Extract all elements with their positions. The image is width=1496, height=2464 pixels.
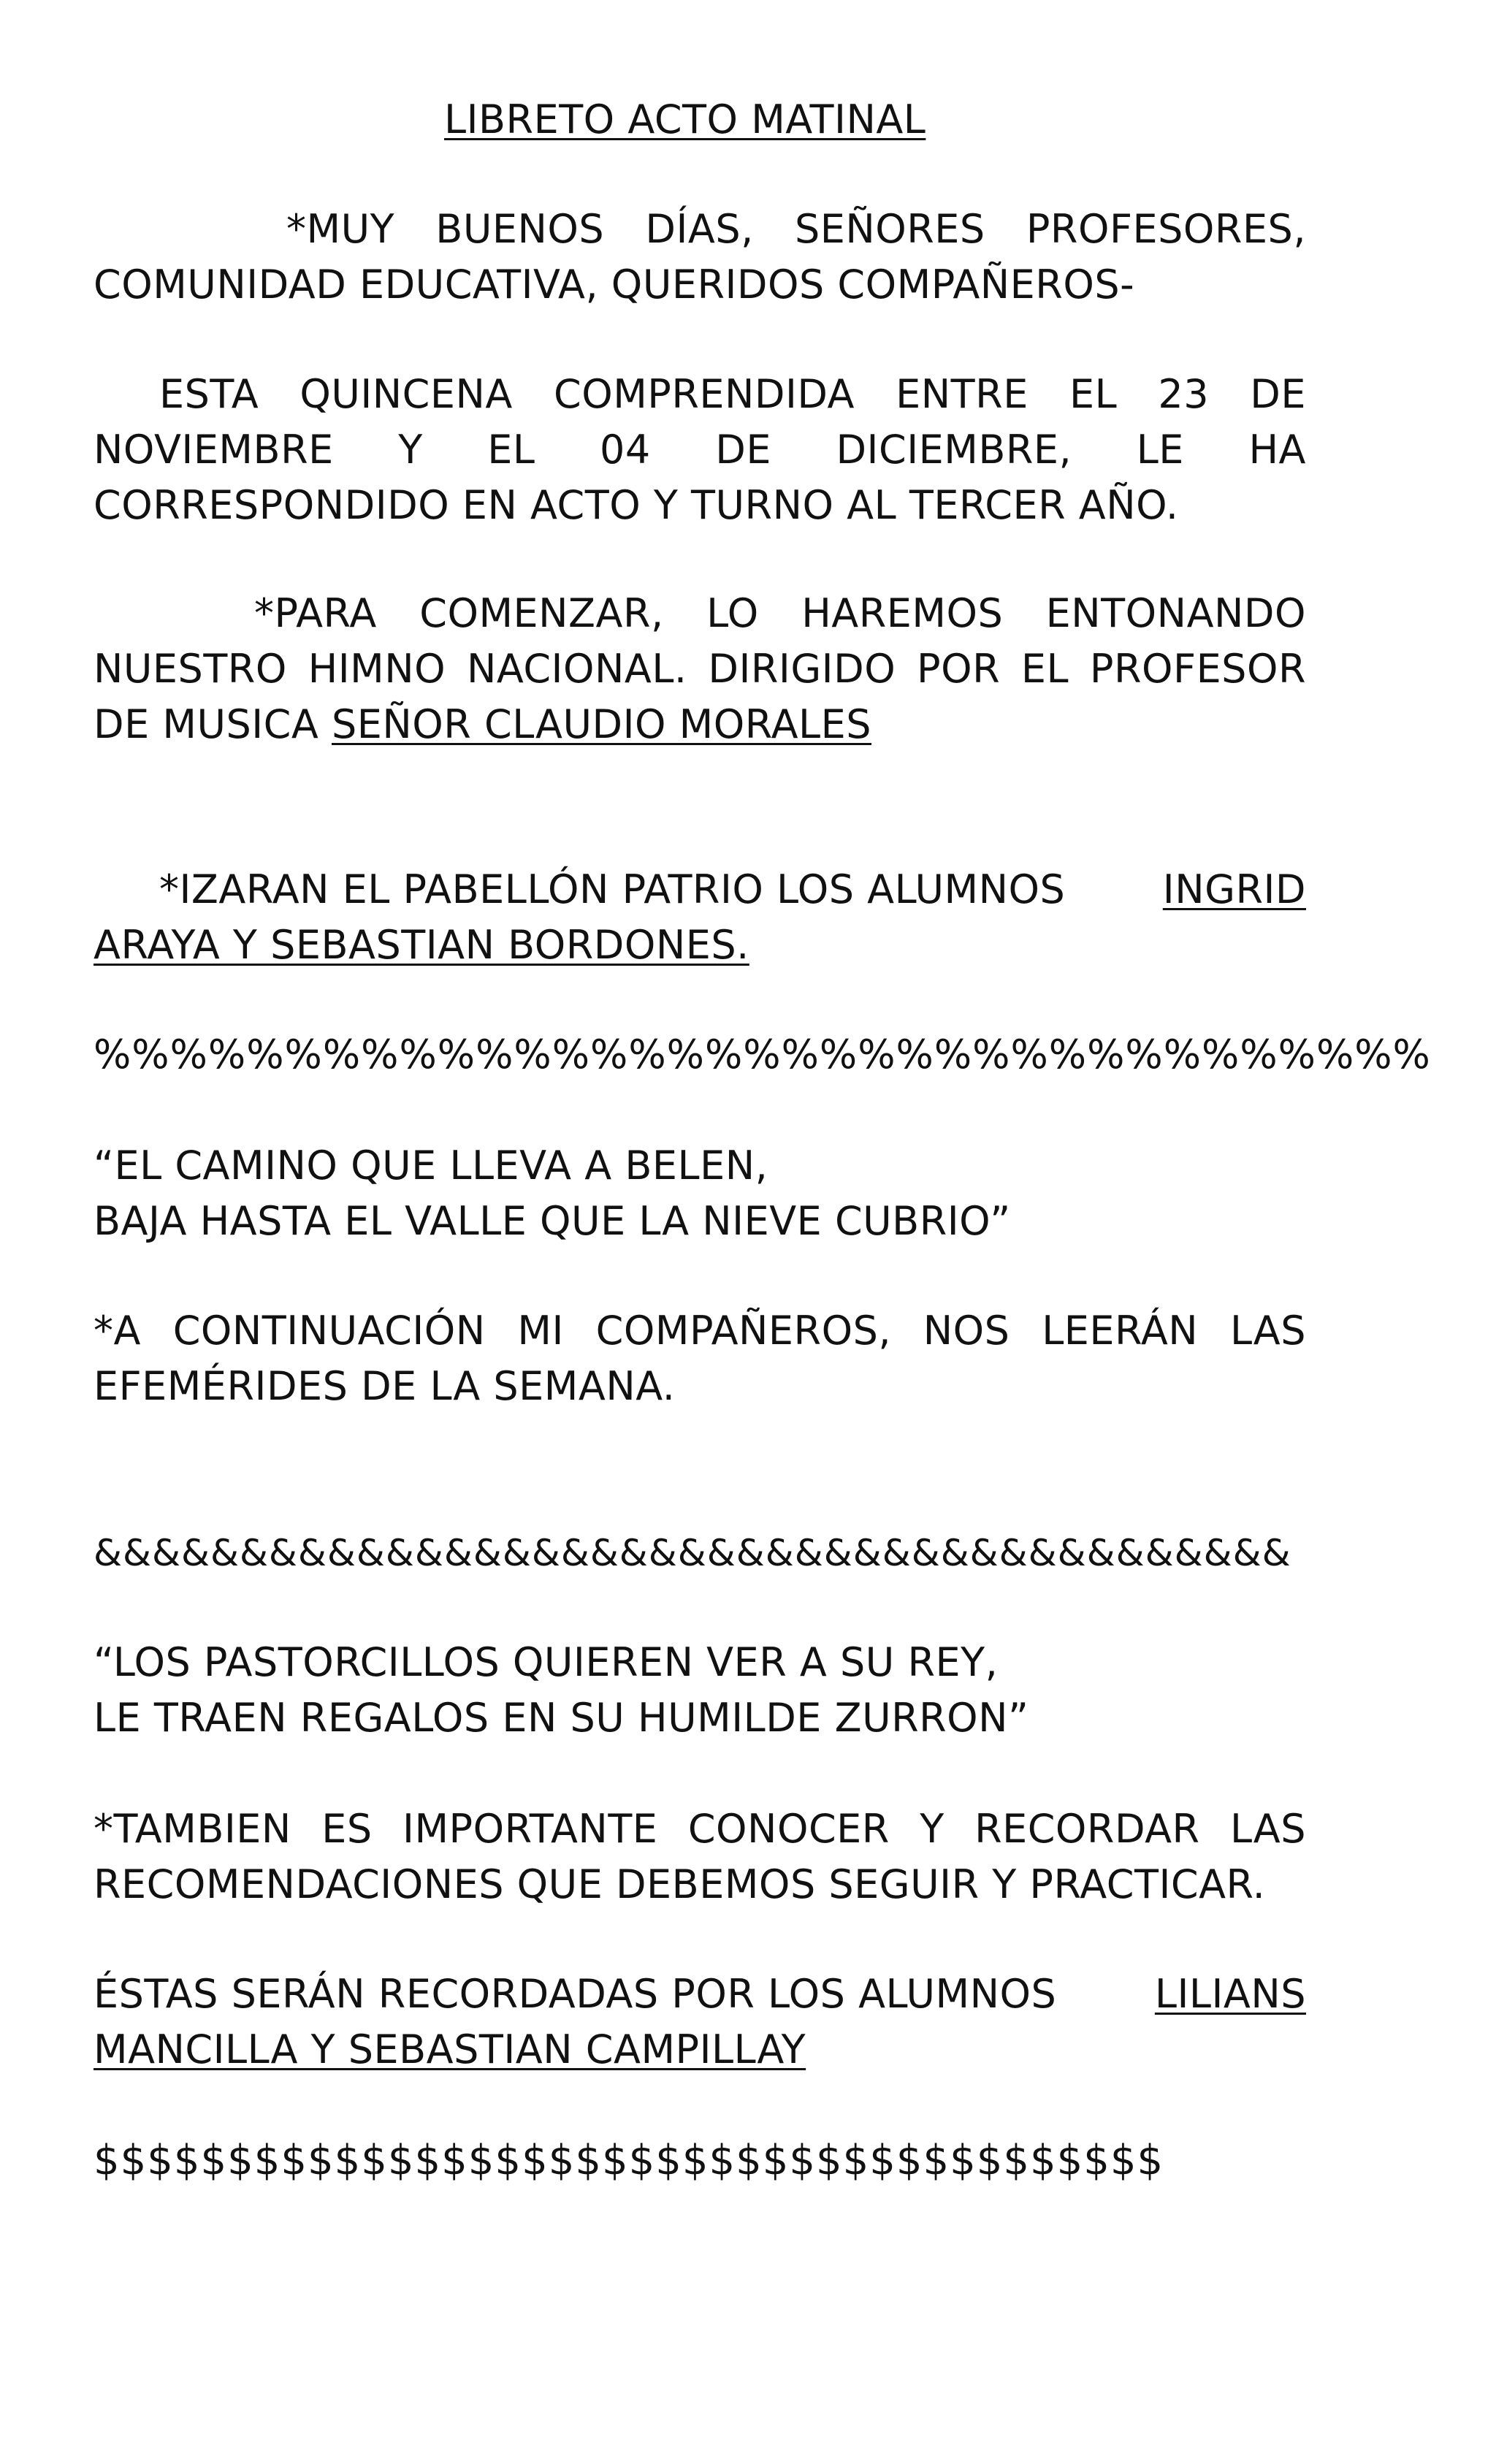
- reminders-line-1-prefix: ÉSTAS SERÁN RECORDADAS POR LOS ALUMNOS: [94, 1971, 1057, 2017]
- ephemerides-line-2: EFEMÉRIDES DE LA SEMANA.: [94, 1363, 676, 1409]
- separator-percent: %%%%%%%%%%%%%%%%%%%%%%%%%%%%%%%%%%%: [94, 1031, 1431, 1077]
- flag-line-1-prefix: *IZARAN EL PABELLÓN PATRIO LOS ALUMNOS: [159, 866, 1066, 912]
- recommendations-line-2: RECOMENDACIONES QUE DEBEMOS SEGUIR Y PRACTICAR.: [94, 1861, 1266, 1907]
- separator-ampersand: &&&&&&&&&&&&&&&&&&&&&&&&&&&&&&&&&&&&&&&&&: [94, 1532, 1291, 1574]
- anthem-line-2: NUESTRO HIMNO NACIONAL. DIRIGIDO POR EL PROFESOR: [94, 646, 1306, 692]
- greeting-line-1: *MUY BUENOS DÍAS, SEÑORES PROFESORES,: [286, 206, 1306, 252]
- music-director-name: SEÑOR CLAUDIO MORALES: [332, 701, 872, 747]
- recommendations-line-1: *TAMBIEN ES IMPORTANTE CONOCER Y RECORDAR LAS: [94, 1806, 1306, 1852]
- verse-1-line-1: “EL CAMINO QUE LLEVA A BELEN,: [94, 1143, 768, 1189]
- intro-line-2: NOVIEMBRE Y EL 04 DE DICIEMBRE, LE HA: [94, 427, 1306, 473]
- anthem-line-1: *PARA COMENZAR, LO HAREMOS ENTONANDO: [254, 590, 1306, 636]
- reminders-line-2: MANCILLA Y SEBASTIAN CAMPILLAY: [94, 2026, 806, 2072]
- verse-1-line-2: BAJA HASTA EL VALLE QUE LA NIEVE CUBRIO”: [94, 1198, 1011, 1244]
- ephemerides-line-1: *A CONTINUACIÓN MI COMPAÑEROS, NOS LEERÁN LAS: [94, 1308, 1306, 1354]
- greeting-line-2: COMUNIDAD EDUCATIVA, QUERIDOS COMPAÑEROS-: [94, 262, 1135, 308]
- flag-line-2: ARAYA Y SEBASTIAN BORDONES.: [94, 922, 749, 968]
- separator-dollar: $$$$$$$$$$$$$$$$$$$$$$$$$$$$$$$$$$$$$$$$: [94, 2137, 1164, 2184]
- anthem-line-3-prefix: DE MUSICA: [94, 701, 319, 747]
- flag-student-first-name: INGRID: [1162, 866, 1306, 912]
- reminders-student-first-name: LILIANS: [1154, 1971, 1306, 2017]
- verse-2-line-1: “LOS PASTORCILLOS QUIEREN VER A SU REY,: [94, 1639, 999, 1685]
- verse-2-line-2: LE TRAEN REGALOS EN SU HUMILDE ZURRON”: [94, 1695, 1029, 1741]
- intro-line-3: CORRESPONDIDO EN ACTO Y TURNO AL TERCER AÑO.: [94, 482, 1179, 528]
- document-title: LIBRETO ACTO MATINAL: [444, 96, 926, 142]
- anthem-line-3: [94, 697, 1306, 752]
- intro-line-1: ESTA QUINCENA COMPRENDIDA ENTRE EL 23 DE: [159, 371, 1306, 417]
- reminders-line-1: [94, 1967, 1306, 2022]
- flag-line-1: [159, 862, 1306, 918]
